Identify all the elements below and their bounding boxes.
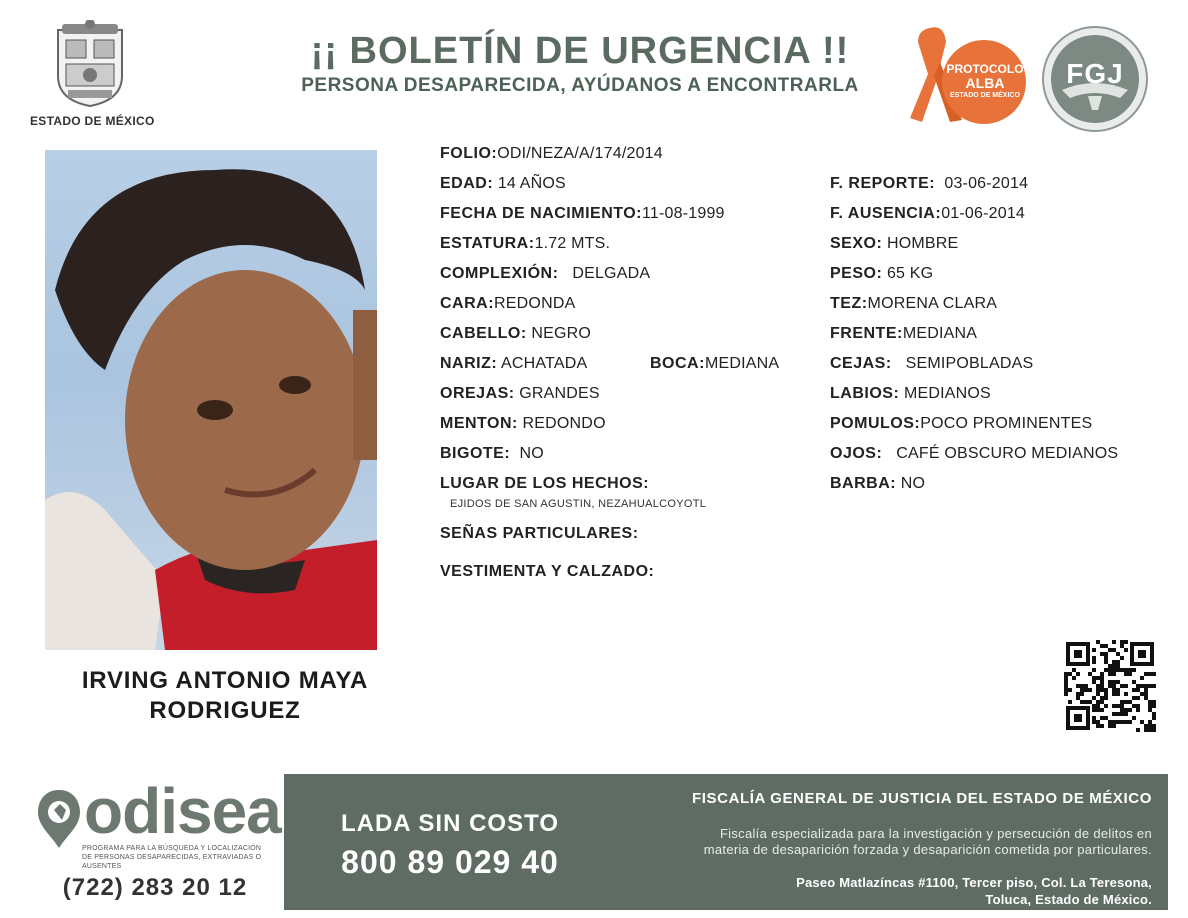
- field-nariz: [440, 355, 587, 373]
- bigote-label: BIGOTE:: [440, 445, 511, 462]
- fgj-text: FGJ: [1066, 58, 1124, 89]
- menton-value: REDONDO: [522, 415, 606, 432]
- lugar-value: EJIDOS DE SAN AGUSTIN, NEZAHUALCOYOTL: [450, 498, 707, 510]
- fiscalia-name: FISCALÍA GENERAL DE JUSTICIA DEL ESTADO DE MÉXICO: [692, 790, 1152, 807]
- estado-de-mexico-label: ESTADO DE MÉXICO: [30, 114, 155, 128]
- address-line2: Toluca, Estado de México.: [985, 892, 1152, 907]
- nariz-value: ACHATADA: [500, 355, 588, 372]
- alba-line2: ALBA: [965, 75, 1005, 91]
- boca-value: MEDIANA: [704, 355, 780, 372]
- labios-label: LABIOS:: [830, 385, 900, 402]
- tez-value: MORENA CLARA: [867, 295, 998, 312]
- cabello-label: CABELLO:: [440, 325, 527, 342]
- peso-label: PESO:: [830, 265, 883, 282]
- cejas-value: SEMIPOBLADAS: [905, 355, 1034, 372]
- orejas-label: OREJAS:: [440, 385, 515, 402]
- folio-value: ODI/NEZA/A/174/2014: [497, 145, 663, 162]
- lugar-label: LUGAR DE LOS HECHOS:: [440, 475, 650, 492]
- complexion-value: DELGADA: [572, 265, 651, 282]
- alba-text: [946, 62, 1024, 102]
- folio-label: FOLIO:: [440, 145, 498, 162]
- alba-line1: PROTOCOLO: [946, 62, 1024, 76]
- field-labios: [830, 385, 991, 403]
- field-sexo: [830, 235, 958, 253]
- frente-value: MEDIANA: [902, 325, 978, 342]
- sexo-label: SEXO:: [830, 235, 883, 252]
- ausencia-value: 01-06-2014: [941, 205, 1026, 222]
- field-vestimenta: [440, 563, 654, 581]
- menton-label: MENTON:: [440, 415, 518, 432]
- fiscalia-description: [600, 826, 1152, 858]
- person-name-line1: IRVING ANTONIO MAYA: [81, 667, 369, 694]
- cara-label: CARA:: [440, 295, 495, 312]
- field-pomulos: [830, 415, 1092, 433]
- bulletin-subtitle: PERSONA DESAPARECIDA, AYÚDANOS A ENCONTRARLA: [301, 75, 859, 96]
- fiscalia-address: [600, 874, 1152, 908]
- tez-label: TEZ:: [830, 295, 868, 312]
- fiscalia-desc-line1: Fiscalía especializada para la investigación y persecución de delitos en: [719, 826, 1152, 841]
- field-cabello: [440, 325, 591, 343]
- field-folio: [440, 145, 663, 163]
- address-line1: Paseo Matlazíncas #1100, Tercer piso, Col. La Teresona,: [796, 875, 1152, 890]
- field-ausencia: [830, 205, 1025, 223]
- field-estatura: [440, 235, 610, 253]
- pomulos-value: POCO PROMINENTES: [920, 415, 1093, 432]
- odisea-phone: (722) 283 20 12: [62, 874, 248, 901]
- reporte-label: F. REPORTE:: [830, 175, 936, 192]
- vestimenta-label: VESTIMENTA Y CALZADO:: [440, 563, 655, 580]
- cabello-value: NEGRO: [531, 325, 591, 342]
- person-name-line2: RODRIGUEZ: [149, 697, 301, 724]
- field-peso: [830, 265, 933, 283]
- orejas-value: GRANDES: [519, 385, 600, 402]
- odisea-wordmark: odisea: [84, 775, 281, 847]
- reporte-value: 03-06-2014: [944, 175, 1029, 192]
- field-menton: [440, 415, 606, 433]
- ojos-label: OJOS:: [830, 445, 883, 462]
- peso-value: 65 KG: [886, 265, 934, 282]
- field-nacimiento: [440, 205, 725, 223]
- estatura-value: 1.72 MTS.: [534, 235, 611, 252]
- protocolo-alba-logo: [900, 22, 1030, 132]
- field-cara: [440, 295, 575, 313]
- fgj-seal: [1040, 24, 1150, 134]
- field-complexion: [440, 265, 650, 283]
- field-orejas: [440, 385, 600, 403]
- boca-label: BOCA:: [650, 355, 705, 372]
- nacimiento-value: 11-08-1999: [642, 205, 725, 222]
- fiscalia-desc-line2: materia de desaparición forzada y desaparición cometida por particulares.: [703, 842, 1152, 857]
- nacimiento-label: FECHA DE NACIMIENTO:: [440, 205, 642, 222]
- odisea-logo: [36, 775, 281, 874]
- senas-label: SEÑAS PARTICULARES:: [440, 525, 639, 542]
- field-bigote: [440, 445, 544, 463]
- edad-label: EDAD:: [440, 175, 494, 192]
- nariz-label: NARIZ:: [440, 355, 498, 372]
- field-boca: [650, 355, 779, 373]
- cara-value: REDONDA: [494, 295, 576, 312]
- ojos-value: CAFÉ OBSCURO MEDIANOS: [896, 445, 1119, 462]
- field-lugar: [440, 475, 649, 493]
- complexion-label: COMPLEXIÓN:: [440, 265, 559, 282]
- field-reporte: [830, 175, 1028, 193]
- alba-line3: ESTADO DE MÉXICO: [950, 92, 1020, 99]
- odisea-description: PROGRAMA PARA LA BÚSQUEDA Y LOCALIZACIÓN DE PERSONAS DESAPARECIDAS, EXTRAVIADAS O AUSENTES: [82, 845, 262, 870]
- bulletin-title: ¡¡ BOLETÍN DE URGENCIA !!: [310, 30, 850, 72]
- field-barba: [830, 475, 925, 493]
- lada-sin-costo-label: LADA SIN COSTO: [340, 810, 559, 837]
- barba-value: NO: [900, 475, 926, 492]
- estatura-label: ESTATURA:: [440, 235, 535, 252]
- cejas-label: CEJAS:: [830, 355, 892, 372]
- field-tez: [830, 295, 997, 313]
- edad-value: 14 AÑOS: [497, 175, 566, 192]
- field-frente: [830, 325, 977, 343]
- field-senas: [440, 525, 639, 543]
- sexo-value: HOMBRE: [886, 235, 959, 252]
- barba-label: BARBA:: [830, 475, 897, 492]
- ausencia-label: F. AUSENCIA:: [830, 205, 942, 222]
- labios-value: MEDIANOS: [903, 385, 991, 402]
- qr-code-icon[interactable]: [1064, 640, 1156, 732]
- field-cejas: [830, 355, 1033, 373]
- frente-label: FRENTE:: [830, 325, 903, 342]
- field-edad: [440, 175, 566, 193]
- pomulos-label: POMULOS:: [830, 415, 921, 432]
- field-ojos: [830, 445, 1118, 463]
- missing-person-photo: [45, 150, 377, 650]
- bigote-value: NO: [519, 445, 544, 462]
- estado-de-mexico-crest-icon: [52, 20, 128, 108]
- lada-number: 800 89 029 40: [341, 844, 559, 880]
- person-name: [40, 666, 410, 726]
